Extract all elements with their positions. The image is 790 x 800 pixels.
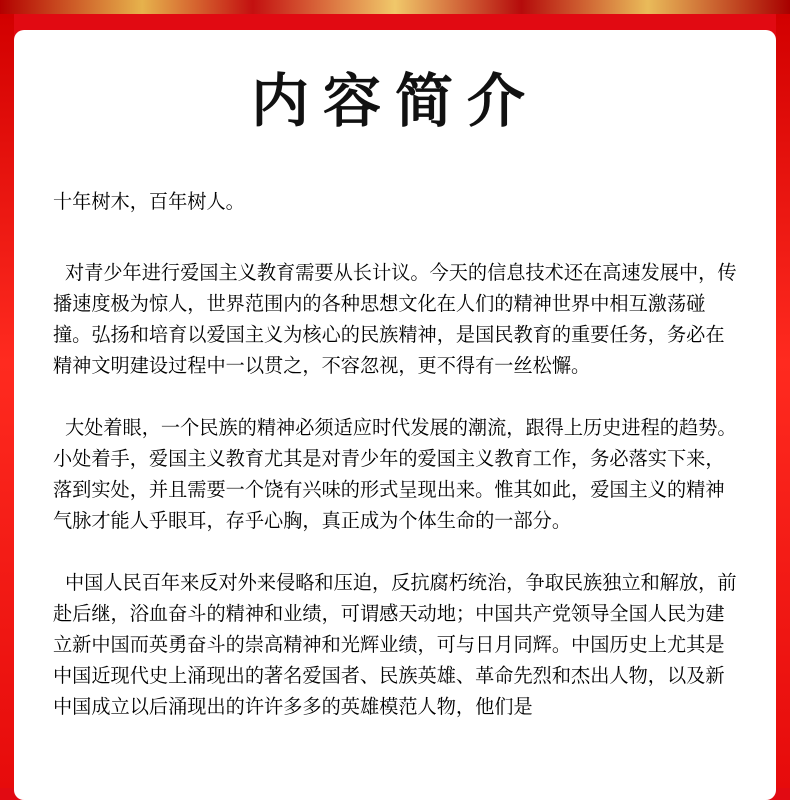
paragraph-2: 大处着眼，一个民族的精神必须适应时代发展的潮流，跟得上历史进程的趋势。小处着手，爱国主义教育尤其是对青少年的爱国主义教育工作，务必落实下来，落到实处，并且需要一个饶有兴味的形式呈现出来。惟其如此，爱国主义的精神气脉才能人乎眼耳，存乎心胸，真正成为个体生命的一部分。 xyxy=(53,416,737,532)
description-body xyxy=(53,186,743,753)
intro-line: 十年树木，百年树人。 xyxy=(53,190,245,213)
page-title: 内容简介 xyxy=(250,67,539,135)
decorative-top-band xyxy=(0,0,790,14)
paragraph-3: 中国人民百年来反对外来侵略和压迫，反抗腐朽统治，争取民族独立和解放，前赴后继，浴血奋斗的精神和业绩，可谓感天动地；中国共产党领导全国人民为建立新中国而英勇奋斗的崇高精神和光辉业绩，可与日月同辉。中国历史上尤其是中国近现代史上涌现出的著名爱国者、民族英雄、革命先烈和杰出人物，以及新中国成立以后涌现出的许许多多的英雄模范人物，他们是 xyxy=(53,571,737,718)
paragraph-1: 对青少年进行爱国主义教育需要从长计议。今天的信息技术还在高速发展中，传播速度极为惊人，世界范围内的各种思想文化在人们的精神世界中相互激荡碰撞。弘扬和培育以爱国主义为核心的民族精神，是国民教育的重要任务，务必在精神文明建设过程中一以贯之，不容忽视，更不得有一丝松懈。 xyxy=(53,261,737,377)
